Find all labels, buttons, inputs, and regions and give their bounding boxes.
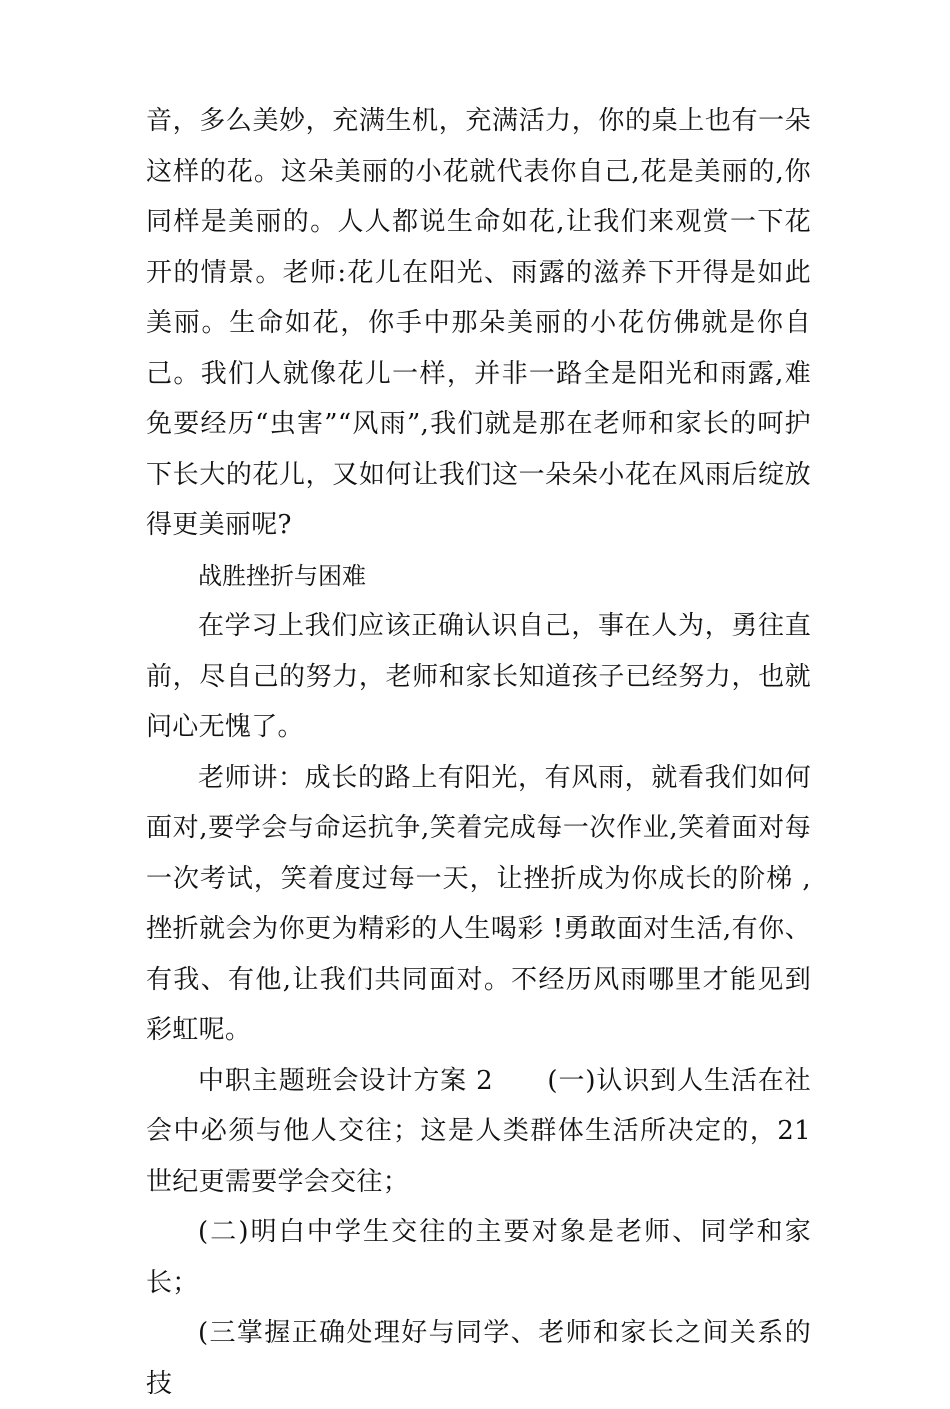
body-paragraph-2: 在学习上我们应该正确认识自己，事在人为，勇往直前，尽自己的努力，老师和家长知道孩子已经努力，也就问心无愧了。 <box>146 611 811 742</box>
body-paragraph-4: 中职主题班会设计方案 2 (一)认识到人生活在社会中必须与他人交往；这是人类群体生活所决定的，21 世纪更需要学会交往； <box>146 1065 811 1197</box>
body-paragraph-6: (三掌握正确处理好与同学、老师和家长之间关系的技 <box>146 1318 811 1399</box>
body-paragraph-5: (二)明白中学生交往的主要对象是老师、同学和家长； <box>146 1217 811 1298</box>
document-page <box>146 96 811 1409</box>
body-paragraph-3: 老师讲：成长的路上有阳光，有风雨，就看我们如何面对,要学会与命运抗争,笑着完成每一次作业,笑着面对每一次考试，笑着度过每一天，让挫折成为你成长的阶梯 ,挫折就会为你更为精彩的人生喝彩 !勇敢面对生活,有你、有我、有他,让我们共同面对。不经历风雨哪里才能见到彩虹呢。 <box>146 762 811 1045</box>
section-heading: 战胜挫折与困难 <box>198 561 366 590</box>
body-paragraph-1: 音，多么美妙，充满生机，充满活力，你的桌上也有一朵这样的花。这朵美丽的小花就代表你自己,花是美丽的,你同样是美丽的。人人都说生命如花,让我们来观赏一下花开的情景。老师:花儿在阳光、雨露的滋养下开得是如此美丽。生命如花，你手中那朵美丽的小花仿佛就是你自己。我们人就像花儿一样，并非一路全是阳光和雨露,难免要经历“虫害”“风雨”,我们就是那在老师和家长的呵护下长大的花儿，又如何让我们这一朵朵小花在风雨后绽放得更美丽呢? <box>146 106 811 540</box>
